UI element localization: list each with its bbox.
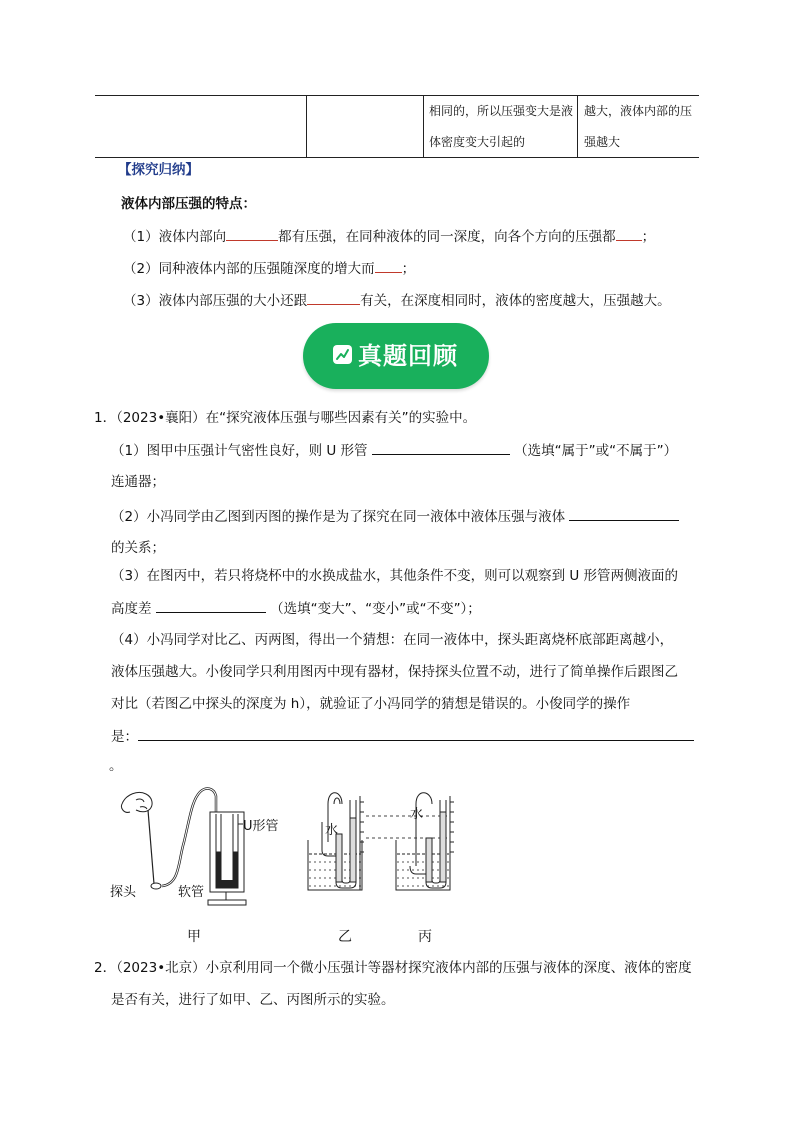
q1-part3: （3）在图丙中，若只将烧杯中的水换成盐水，其他条件不变，则可以观察到 U 形管两侧液面的: [111, 568, 679, 584]
probe-rod: [148, 810, 154, 884]
label-water-bing: 水: [410, 807, 424, 822]
part-text: 高度差: [111, 601, 152, 617]
item-text: ；: [401, 261, 416, 277]
label-hose: 软管: [178, 885, 205, 900]
beaker-bing: [396, 793, 454, 890]
section-banner: [303, 323, 489, 389]
q2-line: 2．（2023•北京）小京利用同一个微小压强计等器材探究液体内部的压强与液体的深度、液体的密度: [94, 960, 692, 976]
q1-part4-end: 。: [109, 758, 123, 774]
table-cell-text: 体密度变大引起的: [429, 135, 526, 149]
part-text: （选填“变大”、“变小”或“不变”）；: [270, 601, 481, 617]
item-text: （1）液体内部向: [123, 229, 227, 245]
q1-part2: [111, 506, 679, 527]
label-probe: 探头: [110, 885, 137, 900]
caption-jia: 甲: [187, 929, 201, 945]
caption-bing: 丙: [418, 929, 432, 945]
q1-part4-line: 对比（若图乙中探头的深度为 h），就验证了小冯同学的猜想是错误的。小俊同学的操作: [111, 696, 631, 712]
table-cell-text: 强越大: [584, 135, 621, 149]
caption-yi: 乙: [338, 929, 352, 945]
summary-tag: 【探究归纳】: [118, 162, 199, 178]
q1-part2-cont: 的关系；: [111, 540, 165, 556]
probe-head: [151, 883, 161, 889]
fill-blank[interactable]: [307, 290, 360, 305]
q1-part1-cont: 连通器；: [111, 474, 165, 490]
hose: [162, 789, 216, 886]
summary-item-3: [123, 290, 671, 311]
part-text: （2）小冯同学由乙图到丙图的操作是为了探究在同一液体中液体压强与液体: [111, 509, 566, 525]
table-cell-text: 相同的，所以压强变大是液: [429, 104, 574, 118]
table-col-divider: [306, 95, 307, 158]
chart-icon: [333, 345, 352, 364]
q2-line: 是否有关，进行了如甲、乙、丙图所示的实验。: [111, 992, 395, 1008]
table-cell-text: 越大，液体内部的压: [584, 104, 693, 118]
item-text: ；: [641, 229, 656, 245]
experiment-figure: [110, 782, 490, 942]
item-text: 有关，在深度相同时，液体的密度越大，压强越大。: [360, 293, 671, 309]
fill-blank[interactable]: [616, 226, 642, 241]
summary-item-2: [123, 258, 415, 279]
banner-label: 真题回顾: [358, 342, 458, 370]
part-text: 是：: [111, 729, 138, 745]
q1-stem: 1．（2023•襄阳）在“探究液体压强与哪些因素有关”的实验中。: [94, 410, 477, 426]
part-text: （选填“属于”或“不属于”）: [514, 443, 678, 459]
q1-part4-line: 液体压强越大。小俊同学只利用图丙中现有器材，保持探头位置不动，进行了简单操作后跟图乙: [111, 664, 678, 680]
q1-part4-line: （4）小冯同学对比乙、丙两图，得出一个猜想：在同一液体中，探头距离烧杯底部距离越小，: [111, 632, 674, 648]
answer-blank[interactable]: [569, 506, 679, 521]
label-water-yi: 水: [325, 823, 339, 838]
answer-blank[interactable]: [156, 598, 266, 613]
summary-item-1: [123, 226, 655, 247]
summary-subtitle: 液体内部压强的特点：: [121, 196, 256, 212]
beaker-yi: [308, 793, 364, 890]
fill-blank[interactable]: [375, 258, 402, 273]
table-col-divider: [577, 95, 578, 158]
hand-icon: [121, 792, 152, 812]
part-text: （1）图甲中压强计气密性良好，则 U 形管: [111, 443, 368, 459]
item-text: 都有压强，在同种液体的同一深度，向各个方向的压强都: [278, 229, 616, 245]
q1-part1: [111, 440, 677, 461]
answer-blank[interactable]: [138, 726, 694, 741]
answer-blank[interactable]: [372, 440, 510, 455]
item-text: （2）同种液体内部的压强随深度的增大而: [123, 261, 375, 277]
fill-blank[interactable]: [226, 226, 278, 241]
item-text: （3）液体内部压强的大小还跟: [123, 293, 308, 309]
u-tube: [208, 812, 246, 905]
label-u-tube: U形管: [243, 819, 279, 834]
q1-part4-line: [111, 726, 694, 747]
table-col-divider: [423, 95, 424, 158]
q1-part3-cont: [111, 598, 481, 619]
